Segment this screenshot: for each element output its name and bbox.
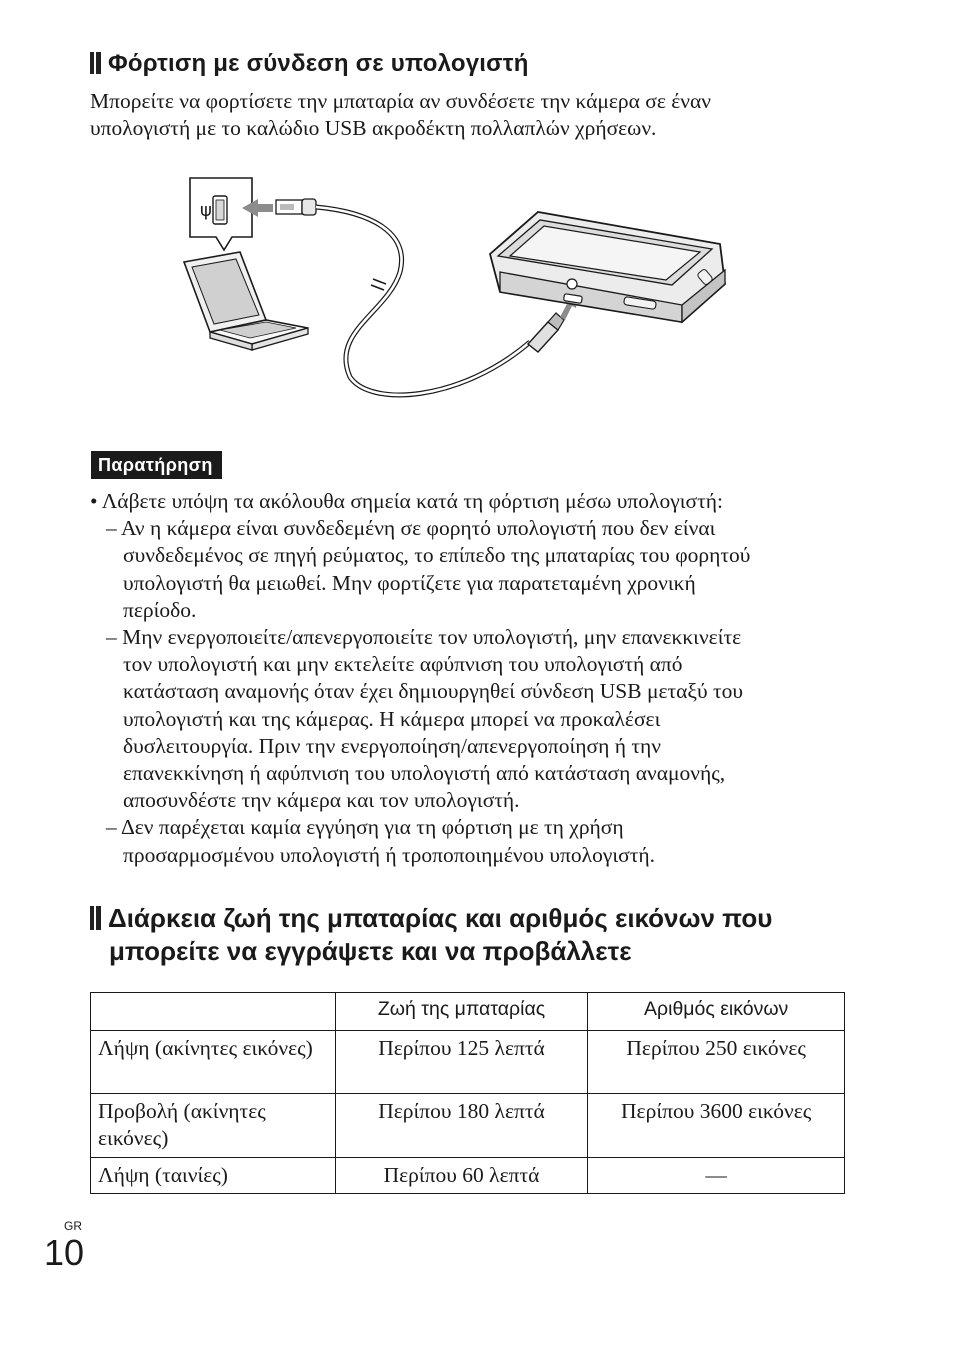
cable-break-icon	[371, 279, 386, 290]
row-images: Περίπου 3600 εικόνες	[588, 1094, 845, 1158]
note-continuation: συνδεδεμένος σε πηγή ρεύματος, το επίπεδο της μπαταρίας του φορητού	[123, 543, 751, 568]
page-language-code: GR	[64, 1219, 82, 1233]
row-battery: Περίπου 125 λεπτά	[335, 1031, 588, 1094]
note-continuation: περίοδο.	[123, 597, 197, 622]
row-label: Προβολή (ακίνητες εικόνες)	[91, 1094, 336, 1158]
table-header-battery: Ζωή της μπαταρίας	[335, 993, 588, 1031]
note-continuation: υπολογιστή και της κάμερας. Η κάμερα μπορεί να προκαλέσει	[123, 706, 661, 731]
table-row	[91, 1094, 845, 1158]
heading-marker-icon	[90, 52, 101, 74]
camera-icon	[490, 212, 725, 322]
note-label-badge: Παρατήρηση	[91, 451, 222, 479]
usb-cable	[316, 207, 530, 395]
note-subitem: – Αν η κάμερα είναι συνδεδεμένη σε φορητό υπολογιστή που δεν είναι	[106, 516, 716, 541]
section-heading-battery-life	[90, 902, 772, 968]
laptop-icon	[184, 252, 308, 350]
row-images: Περίπου 250 εικόνες	[588, 1031, 845, 1094]
note-continuation: υπολογιστή θα μειωθεί. Μην φορτίζετε για παρατεταμένη χρονική	[123, 570, 696, 595]
section-heading-charging	[90, 50, 529, 78]
page-number: 10	[44, 1232, 85, 1273]
intro-line-1: Μπορείτε να φορτίσετε την μπαταρία αν συνδέσετε την κάμερα σε έναν	[90, 89, 712, 113]
row-images: —	[588, 1158, 845, 1194]
section-title-line-2: μπορείτε να εγγράψετε και να προβάλλετε	[109, 936, 632, 966]
section-title: Φόρτιση με σύνδεση σε υπολογιστή	[108, 50, 529, 77]
row-label: Λήψη (ακίνητες εικόνες)	[91, 1031, 336, 1094]
table-header-images: Αριθμός εικόνων	[588, 993, 845, 1031]
usb-connection-illustration	[180, 172, 740, 412]
note-bullet: • Λάβετε υπόψη τα ακόλουθα σημεία κατά τη φόρτιση μέσω υπολογιστή:	[90, 489, 723, 513]
usb-port-callout	[190, 178, 252, 250]
heading-marker-icon	[90, 906, 101, 930]
note-subitem: – Μην ενεργοποιείτε/απενεργοποιείτε τον υπολογιστή, μην επανεκκινείτε	[106, 625, 742, 650]
multi-terminal-plug-icon	[528, 313, 564, 352]
section-title-line-1: Διάρκεια ζωή της μπαταρίας και αριθμός εικόνων που	[108, 903, 773, 933]
table-header-row	[91, 993, 845, 1031]
table-row	[91, 1158, 845, 1194]
table-row	[91, 1031, 845, 1094]
note-continuation: κατάσταση αναμονής όταν έχει δημιουργηθεί σύνδεση USB μεταξύ του	[123, 679, 744, 704]
battery-life-table	[90, 992, 845, 1194]
row-battery: Περίπου 180 λεπτά	[335, 1094, 588, 1158]
note-subitem: – Δεν παρέχεται καμία εγγύηση για τη φόρτιση με τη χρήση	[106, 815, 624, 840]
usb-a-plug-icon	[276, 199, 316, 215]
usb-symbol-icon: ψ	[200, 200, 212, 221]
note-continuation: προσαρμοσμένου υπολογιστή ή τροποποιημένου υπολογιστή.	[123, 842, 655, 867]
table-header-empty	[91, 993, 336, 1031]
note-list	[90, 488, 850, 869]
illustration-svg	[180, 172, 740, 412]
row-battery: Περίπου 60 λεπτά	[335, 1158, 588, 1194]
row-label: Λήψη (ταινίες)	[91, 1158, 336, 1194]
intro-line-2: υπολογιστή με το καλώδιο USB ακροδέκτη πολλαπλών χρήσεων.	[90, 116, 657, 140]
note-continuation: επανεκκίνηση ή αφύπνιση του υπολογιστή από κατάσταση αναμονής,	[123, 761, 726, 786]
note-continuation: αποσυνδέστε την κάμερα και τον υπολογιστή.	[123, 788, 520, 813]
note-continuation: τον υπολογιστή και μην εκτελείτε αφύπνιση του υπολογιστή από	[123, 652, 683, 677]
note-continuation: δυσλειτουργία. Πριν την ενεργοποίηση/απενεργοποίηση ή την	[123, 733, 661, 758]
